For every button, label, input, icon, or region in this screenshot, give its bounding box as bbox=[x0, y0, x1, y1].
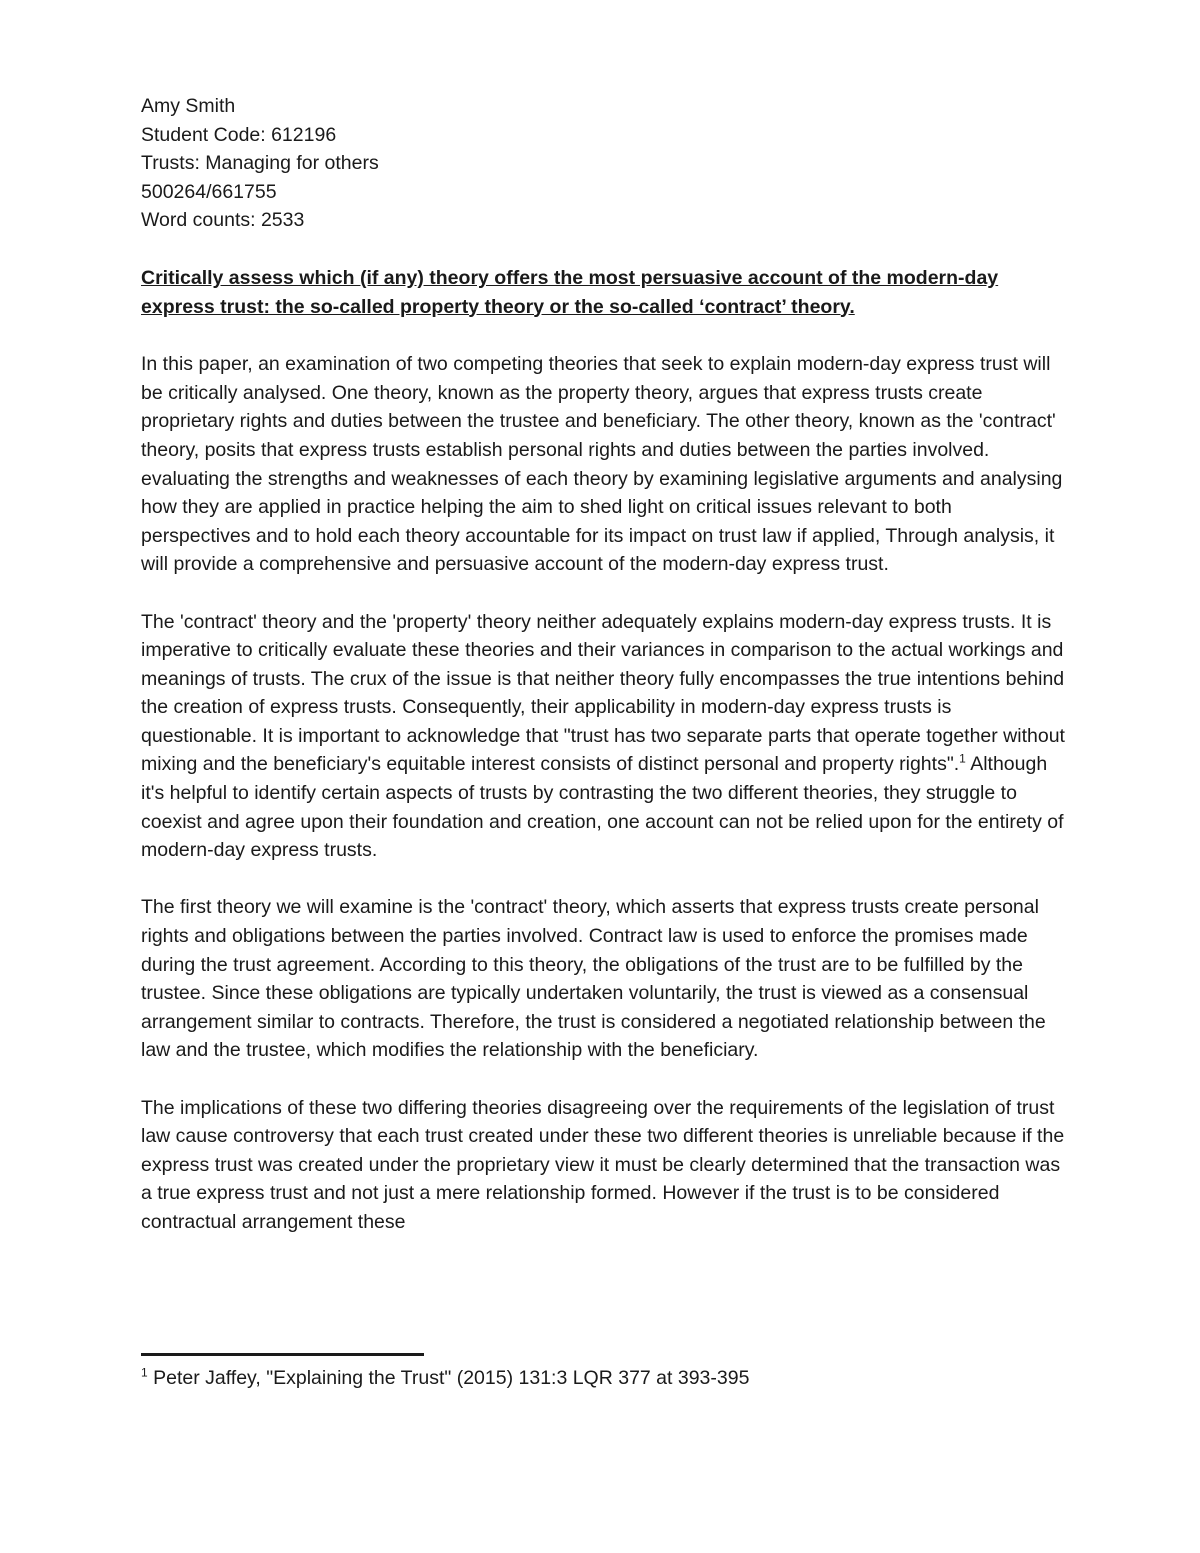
paragraph-two bbox=[141, 608, 1066, 865]
paragraph-intro: In this paper, an examination of two competing theories that seek to explain modern-day express trust will be critically analysed. One theory, known as the property theory, argues that express trusts create proprietary rights and duties between the trustee and beneficiary. The other theory, known as the 'contract' theory, posits that express trusts establish personal rights and duties between the parties involved. evaluating the strengths and weaknesses of each theory by examining legislative arguments and analysing how they are applied in practice helping the aim to shed light on critical issues relevant to both perspectives and to hold each theory accountable for its impact on trust law if applied, Through analysis, it will provide a comprehensive and persuasive account of the modern-day express trust. bbox=[141, 353, 1063, 576]
document-body bbox=[141, 92, 1066, 1237]
paragraph-four: The implications of these two differing theories disagreeing over the requirements of the legislation of trust law cause controversy that each trust created under these two different theories is unreliable because if the express trust was created under the proprietary view it must be clearly determined that the transaction was a true express trust and not just a mere relationship formed. However if the trust is to be considered contractual arrangement these bbox=[141, 1096, 1065, 1233]
author-name: Amy Smith bbox=[141, 95, 236, 117]
footnote-marker: 1 bbox=[141, 1365, 148, 1380]
paragraph-two-text: The 'contract' theory and the 'property' theory neither adequately explains modern-day express trusts. It is imperative to critically evaluate these theories and their variances in comparison to the actual workings and meanings of trusts. The crux of the issue is that neither theory fully encompasses the true intentions behind the creation of express trusts. Consequently, their applicability in modern-day express trusts is questionable. It is important to acknowledge that "trust has two separate parts that operate together without mixing and the beneficiary's equitable interest consists of distinct personal and property rights". bbox=[141, 610, 1065, 776]
paragraph-two-tail: Although it's helpful to identify certain aspects of trusts by contrasting the two different theories, they struggle to coexist and agree upon their foundation and creation, one account can not be relied upon for the entirety of modern-day express trusts. bbox=[141, 753, 1064, 862]
student-code: Student Code: 612196 bbox=[141, 123, 337, 146]
footnote-separator bbox=[141, 1353, 424, 1356]
paragraph-three: The first theory we will examine is the 'contract' theory, which asserts that express trusts create personal rights and obligations between the parties involved. Contract law is used to enforce the promises made during the trust agreement. According to this theory, the obligations of the trust are to be fulfilled by the trustee. Since these obligations are typically undertaken voluntarily, the trust is viewed as a consensual arrangement similar to contracts. Therefore, the trust is considered a negotiated relationship between the law and the trustee, which modifies the relationship with the beneficiary. bbox=[141, 896, 1046, 1062]
footnote-text: Peter Jaffey, "Explaining the Trust" (2015) 131:3 LQR 377 at 393-395 bbox=[147, 1367, 750, 1389]
module-reference: 500264/661755 bbox=[141, 180, 277, 203]
footnote-reference[interactable]: 1 bbox=[959, 751, 966, 766]
module-name: Trusts: Managing for others bbox=[141, 152, 379, 175]
word-count: Word counts: 2533 bbox=[141, 209, 305, 232]
footnote bbox=[141, 1364, 1066, 1392]
essay-question: Critically assess which (if any) theory offers the most persuasive account of the modern-day express trust: the so-called property theory or the so-called ‘contract’ theory. bbox=[141, 266, 999, 318]
